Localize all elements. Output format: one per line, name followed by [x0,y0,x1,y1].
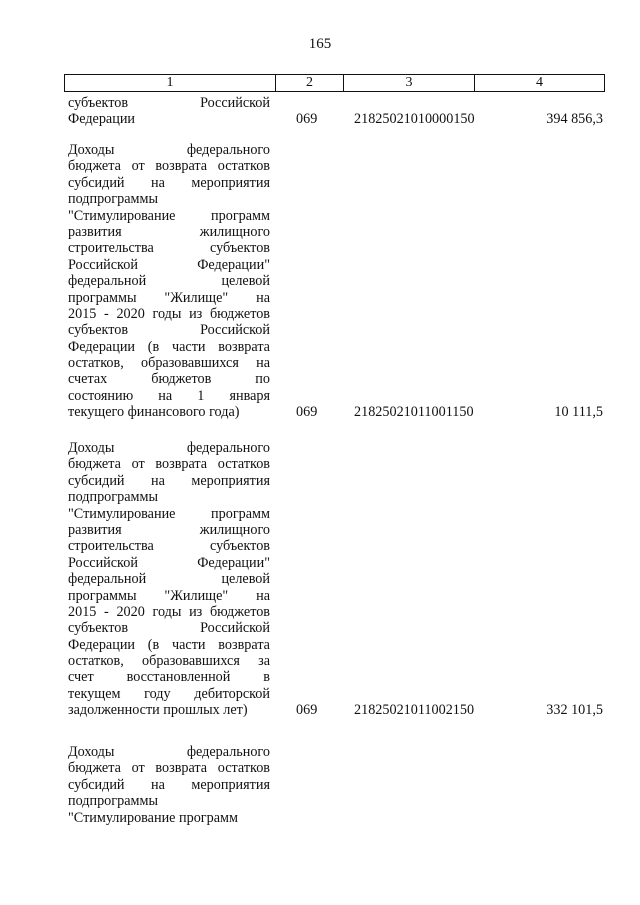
row-description [68,440,270,719]
description-line: задолженности прошлых лет) [68,702,248,719]
row-code: 069 [296,111,318,128]
description-line: субъектов Российской [68,322,270,339]
header-col-1: 1 [65,75,276,91]
description-line: Российской Федерации" [68,256,270,273]
description-line: программы "Жилище" на [68,587,270,604]
description-line: остатков, образовавшихся за [68,653,270,670]
description-line: развития жилищного [68,521,270,538]
description-line: бюджета от возврата остатков [68,158,270,175]
description-line: субъектов Российской [68,95,270,111]
description-line: субсидий на мероприятия [68,776,270,793]
header-col-2: 2 [276,75,344,91]
description-line: развития жилищного [68,223,270,240]
description-line: остатков, образовавшихся на [68,355,270,372]
description-line: Доходы федерального [68,440,270,456]
page-number: 165 [308,36,332,52]
description-line: субъектов Российской [68,620,270,637]
description-line: Федерации (в части возврата [68,338,270,355]
row-amount: 10 111,5 [554,404,603,421]
row-amount: 332 101,5 [546,702,603,719]
description-line: Российской Федерации" [68,554,270,571]
description-line: Федерации (в части возврата [68,636,270,653]
row-kbk: 21825021011001150 [354,404,474,421]
header-col-3: 3 [344,75,475,91]
description-line: строительства субъектов [68,538,270,555]
description-line: программы "Жилище" на [68,289,270,306]
header-col-4: 4 [536,75,543,90]
description-line: "Стимулирование программ [68,207,270,224]
row-description [68,95,270,128]
description-line: текущего финансового года) [68,404,240,421]
description-line: Федерации [68,111,136,128]
description-line: федеральной целевой [68,273,270,290]
row-code: 069 [296,404,318,421]
description-line: субсидий на мероприятия [68,174,270,191]
row-code: 069 [296,702,318,719]
description-line: бюджета от возврата остатков [68,456,270,473]
description-line: счетах бюджетов по [68,371,270,388]
row-kbk: 21825021011002150 [354,702,475,719]
table-header [64,74,605,92]
description-line: 2015 - 2020 годы из бюджетов [68,603,270,620]
description-line: строительства субъектов [68,240,270,257]
description-line: Доходы федерального [68,744,270,760]
description-line: подпрограммы [68,793,158,810]
description-line: текущем году дебиторской [68,685,270,702]
description-line: бюджета от возврата остатков [68,760,270,777]
description-line: субсидий на мероприятия [68,472,270,489]
description-line: 2015 - 2020 годы из бюджетов [68,305,270,322]
description-line: подпрограммы [68,191,158,208]
description-line: "Стимулирование программ [68,505,270,522]
row-description [68,142,270,421]
row-amount: 394 856,3 [546,111,603,128]
description-line: "Стимулирование программ [68,809,238,826]
description-line: подпрограммы [68,489,158,506]
description-line: Доходы федерального [68,142,270,158]
description-line: состоянию на 1 января [68,387,270,404]
row-description [68,744,270,826]
description-line: федеральной целевой [68,571,270,588]
description-line: счет восстановленной в [68,669,270,686]
row-kbk: 21825021010000150 [354,111,475,128]
